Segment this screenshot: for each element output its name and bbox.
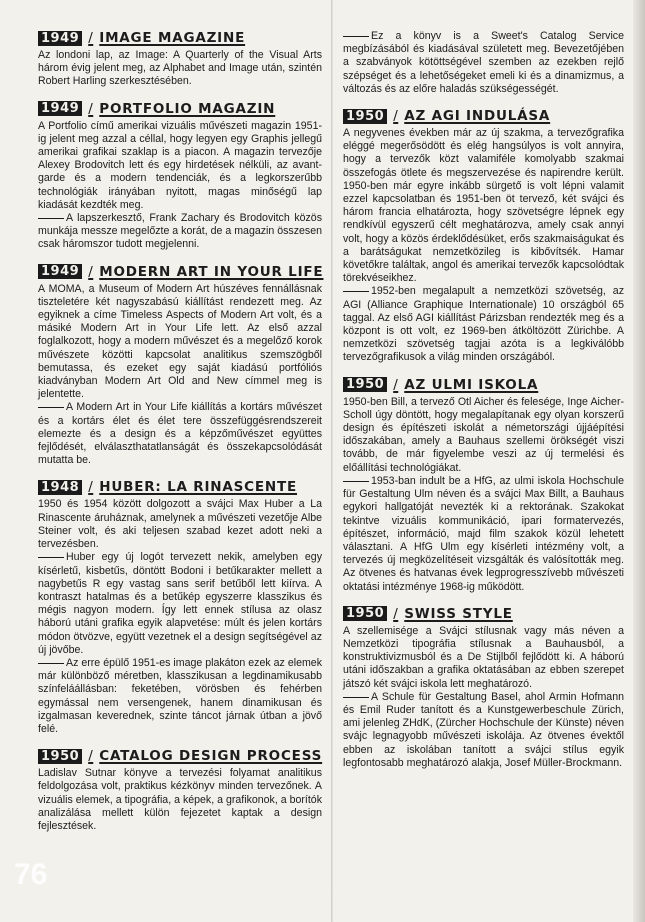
- section-title: MODERN ART IN YOUR LIFE: [99, 263, 324, 280]
- year-badge: 1949: [38, 264, 82, 279]
- paragraph: 1953-ban indult be a HfG, az ulmi iskola Hochschule für Gestaltung Ulm néven és a svájci Max Billt, a Bauhaus egykori hallgatóját nevezték ki a rektorának. Szakokat tekintve vizuális kommunikáció, ipari formatervezés, építészet, információ, majd film szakok közül lehetett választani. A HfG Ulm egy kísérleti intézmény volt, a tervezés új megközelítéseit vizsgálták és valósították meg. Az ötvenes és hatvanas évek legprogresszívebb művészeti oktatási intézménye 1968-ig működött.: [343, 474, 624, 593]
- paragraph: A Portfolio című amerikai vizuális művészeti magazin 1951-ig jelent meg azzal a céllal, hogy legyen egy Graphis jellegű amerikai grafikai szaklap is a piacon. A magazin tervezője Alexey Brodovitch lett és egy hirdetések nélküli, az avant-garde és a modern tendenciák, és a legkorszerűbb technológiák irányában nyitott, magas minőségű lap kiadását kezdték meg.: [38, 119, 322, 211]
- heading-slash: /: [393, 605, 399, 622]
- year-badge: 1950: [343, 606, 387, 621]
- section-portfolio-magazin: [38, 101, 322, 252]
- section-title: CATALOG DESIGN PROCESS: [99, 748, 323, 765]
- section-catalog-design: [38, 748, 322, 833]
- section-heading: [38, 30, 322, 46]
- section-title: IMAGE MAGAZINE: [99, 30, 246, 46]
- section-heading: [343, 606, 624, 622]
- heading-slash: /: [88, 479, 94, 496]
- year-badge: 1949: [38, 31, 82, 46]
- section-heading: [38, 748, 322, 764]
- year-badge: 1950: [38, 749, 82, 764]
- heading-slash: /: [88, 30, 94, 46]
- paragraph: A MOMA, a Museum of Modern Art húszéves fennállásnak tiszteletére két nagyszabású kiállítást rendezett meg. Az egyiknek a címe Timeless Aspects of Modern Art volt, és a másiké Modern Art in Your Life lett. Az első azzal foglalkozott, hogy a modern művészet és a megelőző korok művészete közötti kapcsolat analitikus szemszögből bemutassa, és ezeket egy saját kiadású portfóliós kiadványban Modern Art Old and New címmel meg is jelentette.: [38, 282, 322, 401]
- year-badge: 1948: [38, 480, 82, 495]
- section-image-magazine: [38, 30, 322, 89]
- paragraph: A lapszerkesztő, Frank Zachary és Brodovitch közös munkája messze megelőzte a korát, de a magazin összesen csak háromszor tudott megjelenni.: [38, 212, 322, 251]
- paragraph: Huber egy új logót tervezett nekik, amelyben egy kísérletű, kisbetűs, döntött Bodoni i betűkarakter mellett a nagybetűs R egy vastag sans serif betűből lett kiírva. A kontraszt hatalmas és a betűkép egyszerre klasszikus és mégis nagyon modern. Így lett ennek stílusa az olasz háború utáni grafika egyik alapvetése: múlt és jelen kortárs módon ötvözve, együtt vezetnek el a design segítségével az új jövőbe.: [38, 551, 322, 656]
- heading-slash: /: [393, 376, 399, 393]
- paragraph: A Schule für Gestaltung Basel, ahol Armin Hofmann és Emil Ruder tanított és a Kunstgewerbeschule Zürich, ami jelenleg ZHdK, (Zürcher Hochschule der Künste) néven svájc legnagyobb művészeti iskolája. Az ötvenes évektől ebben az iskolában tanított a svájci stílus egyik legfontosabb meghatározó alakja, Josef Müller-Brockmann.: [343, 690, 624, 769]
- section-heading: [343, 108, 624, 124]
- section-heading: [38, 479, 322, 495]
- paragraph: 1952-ben megalapult a nemzetközi szövetség, az AGI (Alliance Graphique Internationale) 10 országból 65 taggal. Az első AGI kiállítást Párizsban rendezték meg és a központ is ott volt, ez 1969-ben átköltözött Zürichbe. A nemzetközi szövetség tagjai azóta is a legkiválóbb tervezőgrafikusok a világ minden országából.: [343, 285, 624, 364]
- year-badge: 1950: [343, 109, 387, 124]
- left-column: [38, 30, 322, 845]
- paragraph: Ladislav Sutnar könyve a tervezési folyamat analitikus feldolgozása volt, praktikus kézkönyv minden tervezőnek. A vizuális elemek, a tipográfia, a képek, a grafikonok, a borítók analizálása mellett külön fejezetet kaptak a design fejlesztések.: [38, 767, 322, 832]
- section-title: AZ AGI INDULÁSA: [404, 108, 551, 125]
- section-modern-art: [38, 264, 322, 468]
- section-title: PORTFOLIO MAGAZIN: [99, 100, 276, 117]
- paragraph: Az erre épülő 1951-es image plakáton ezek az elemek már különböző méretben, klasszikusan a legdinamikusabb színfeláállásban: feketében, vörösben és fehérben egymással nem versengenek, hanem dinamikusan és izgalmasan keverednek, szinte táncot járnak útban a jövő felé.: [38, 656, 322, 735]
- section-title: AZ ULMI ISKOLA: [404, 376, 539, 393]
- year-badge: 1950: [343, 377, 387, 392]
- section-heading: [38, 264, 322, 280]
- paragraph: 1950-ben Bill, a tervező Otl Aicher és felesége, Inge Aicher-Scholl úgy döntött, hogy megalapítanak egy olyan korszerű design és építészeti iskolát a németországi újjáépítési időszakában, amely a Bauhaus szellemi örökségét viszi tovább, de már figyelembe veszi az új termelési és előállítási technológiákat.: [343, 395, 624, 474]
- page-gutter: [331, 0, 333, 922]
- section-huber: [38, 479, 322, 736]
- section-swiss-style: [343, 606, 624, 770]
- section-continued: [343, 30, 624, 96]
- paragraph: A negyvenes években már az új szakma, a tervezőgrafika eléggé megerősödött és elég hangsúlyos is volt annyira, hogy a tervezők közt valamiféle komolyabb szakmai összefogás ötlete és megszervezése és napirendre került. 1950-ben már egyre inkább sürgető is volt lépni valamit ezzel kapcsolatban és 1951-ben öt tervező, két svájci és három francia elhatározta, hogy szövetségre lépnek egy rendkívül egyszerű célt meghatározva, amely csak annyi volt, hogy a közös érdeklődésüket, erős szakmaiságukat és a barátságukat nemzetközileg is kibővítsék. Hamar követőkre találtak, angol és amerikai tervezők kapcsolódtak törekvéseikhez.: [343, 127, 624, 285]
- year-badge: 1949: [38, 101, 82, 116]
- page-edge-shadow: [633, 0, 645, 922]
- right-column: [343, 30, 624, 782]
- paragraph: A szellemisége a Svájci stílusnak vagy más néven a Nemzetközi tipográfia stílusnak a Bauhausból, a konstruktivizmusból és a De Stijlből fejlődött ki. A háború utáni időszakban a grafika oktatásában az ebben szerepet játszó két svájci iskola lett meghatározó.: [343, 624, 624, 690]
- section-heading: [38, 101, 322, 117]
- section-heading: [343, 377, 624, 393]
- heading-slash: /: [88, 263, 94, 280]
- paragraph: Ez a könyv is a Sweet's Catalog Service megbízásából és kiadásával született meg. Bevezetőjében a szabványok kötöttségével szemben az ezekben rejlő szépséget és a lehetőségeket emeli ki és a dinamizmus, a változás és az előre haladás szükségességét.: [343, 30, 624, 95]
- section-title: SWISS STYLE: [404, 605, 513, 622]
- heading-slash: /: [393, 108, 399, 125]
- paragraph: Az londoni lap, az Image: A Quarterly of the Visual Arts három évig jelent meg, az Alphabet and Image után, szintén Robert Harling szerkesztésében.: [38, 49, 322, 88]
- section-ulm: [343, 377, 624, 594]
- section-title: HUBER: LA RINASCENTE: [99, 479, 298, 496]
- heading-slash: /: [88, 100, 94, 117]
- paragraph: 1950 és 1954 között dolgozott a svájci Max Huber a La Rinascente áruháznak, amelynek a művészeti vezetője Albe Steiner volt, és aki teljesen szabad kezet adott neki a tervezésben.: [38, 498, 322, 551]
- section-agi: [343, 108, 624, 365]
- paragraph: A Modern Art in Your Life kiállítás a kortárs művészet és a kortárs élet és élet tere összefüggésrendszereit elemezte és a design és a képzőművészet együttes fejlődését, elválaszthatatlanságát és összekapcsolódását mutatta be.: [38, 401, 322, 467]
- page-number: 76: [14, 858, 48, 891]
- heading-slash: /: [88, 748, 94, 765]
